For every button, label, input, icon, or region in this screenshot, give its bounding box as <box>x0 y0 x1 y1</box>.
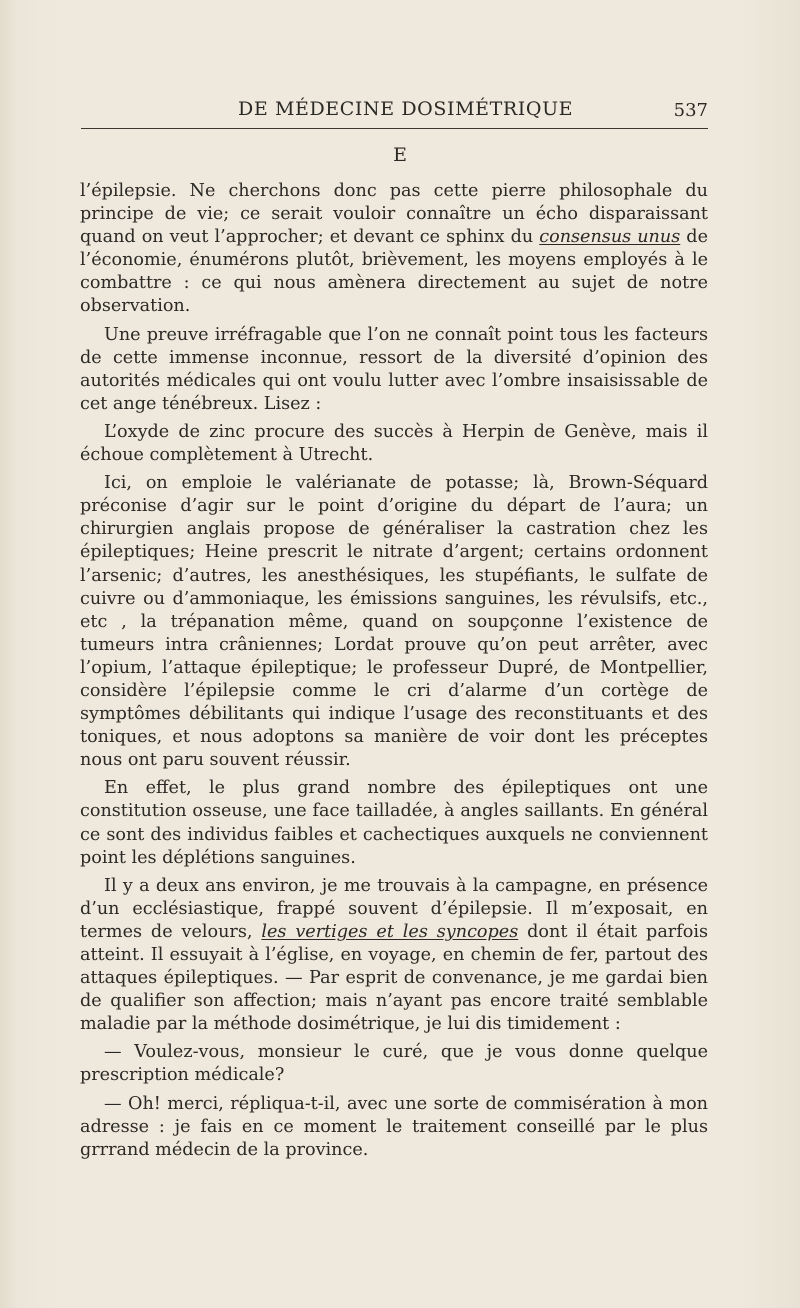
paragraph-text: l’épilepsie. Ne cherchons donc pas cette pierre philosophale du principe de vie; ce serait vouloir connaître un écho disparaissant quand on veut l’approcher; et devant ce sphinx du <box>80 181 708 248</box>
paragraph-text: Une preuve irréfragable que l’on ne connaît point tous les facteurs de cette immense inconnue, ressort de la diversité d’opinion des autorités médicales qui ont voulu lutter avec l’ombre insaisissable de cet ange ténébreux. Lisez : <box>80 324 708 414</box>
paragraph <box>80 777 708 869</box>
running-head: DE MÉDECINE DOSIMÉTRIQUE <box>238 98 574 120</box>
paragraph-text: — Oh! merci, répliqua-t-il, avec une sorte de commisération à mon adresse : je fais en ce moment le traitement conseillé par le plus grrrand médecin de la province. <box>80 1093 708 1160</box>
page-header <box>80 98 708 128</box>
paragraph-text: En effet, le plus grand nombre des épileptiques ont une constitution osseuse, une face tailladée, à angles saillants. En général ce sont des individus faibles et cachectiques auxquels ne conviennent point les déplétions sanguines. <box>80 778 708 868</box>
paragraph <box>80 875 708 1037</box>
paragraph-text: dont il était parfois atteint. Il essuyait à l’église, en voyage, en chemin de fer, partout des attaques épileptiques. — Par esprit de convenance, je me gardai bien de qualifier son affection; mais n’ayant pas encore traité semblable maladie par la méthode dosimétrique, je lui dis timidement : <box>80 921 708 1035</box>
paragraph <box>80 180 708 319</box>
paragraph-text: de l’économie, énumérons plutôt, brièvement, les moyens employés à le combattre : ce qui nous amènera directement au sujet de notre observation. <box>80 227 708 317</box>
paragraph-text: — Voulez-vous, monsieur le curé, que je vous donne quelque prescription médicale? <box>80 1042 708 1086</box>
emphasized-text: les vertiges et les syncopes <box>261 921 519 942</box>
header-rule <box>81 128 708 129</box>
paragraph <box>80 324 708 416</box>
paragraph-text: Il y a deux ans environ, je me trouvais à la campagne, en présence d’un ecclésiastique, frappé souvent d’épilepsie. Il m’exposait, en termes de velours, <box>80 875 708 942</box>
emphasized-text: consensus unus <box>539 227 681 248</box>
paragraph <box>80 421 708 467</box>
paragraph-text: L’oxyde de zinc procure des succès à Herpin de Genève, mais il échoue complètement à Utrecht. <box>80 421 708 466</box>
body-text <box>80 180 708 1162</box>
signature-mark: E <box>393 144 407 166</box>
paragraph-text: Ici, on emploie le valérianate de potasse; là, Brown-Séquard préconise d’agir sur le point d’origine du départ de l’aura; un chirurgien anglais propose de généraliser la castration chez les épileptiques; Heine prescrit le nitrate d’argent; certains ordonnent l’arsenic; d’autres, les anesthésiques, les stupéfiants, le sulfate de cuivre ou d’ammoniaque, les émissions sanguines, les révulsifs, etc., etc , la trépanation même, quand on soupçonne l’existence de tumeurs intra crâniennes; Lordat prouve qu’on peut arrêter, avec l’opium, l’attaque épileptique; le professeur Dupré, de Montpellier, considère l’épilepsie comme le cri d’alarme d’un cortège de symptômes débilitants qui indique l’usage des reconstituants et des toniques, et nous adoptons sa manière de voir dont les préceptes nous ont paru souvent réussir. <box>80 473 708 771</box>
paragraph <box>80 472 708 772</box>
page-number: 537 <box>673 100 708 121</box>
paragraph <box>80 1093 708 1162</box>
paragraph <box>80 1041 708 1087</box>
